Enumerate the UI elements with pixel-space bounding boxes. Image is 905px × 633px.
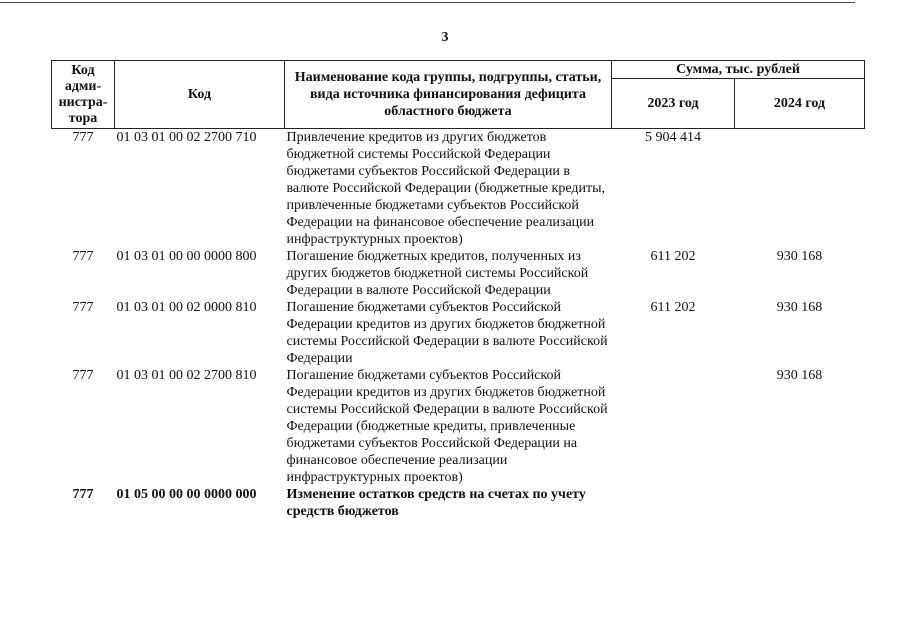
row-sum-2023: 611 202 — [650, 249, 696, 264]
header-year-2023: 2023 год — [612, 79, 735, 129]
table-row — [52, 299, 865, 367]
row-admin-code: 777 — [72, 130, 94, 145]
row-sum-2024: 930 168 — [776, 368, 823, 383]
page-number: 3 — [441, 30, 449, 45]
row-sum-2023 — [612, 486, 735, 520]
row-name: Привлечение кредитов из других бюджетов бюджетной системы Российской Федерации бюджетами субъектов Российской Федерации в валюте Российской Федерации (бюджетные кредиты, привлеченные бюджетами субъектов Российской Федерации на финансовое обеспечение реализации инфраструктурных проектов) — [286, 130, 606, 247]
row-code: 01 03 01 00 02 2700 710 — [116, 130, 257, 145]
row-code: 01 03 01 00 00 0000 800 — [116, 249, 257, 264]
row-sum-2024 — [735, 486, 865, 520]
row-sum-2024 — [735, 129, 865, 249]
row-sum-2023 — [612, 367, 735, 486]
row-name: Погашение бюджетами субъектов Российской Федерации кредитов из других бюджетов бюджетной системы Российской Федерации в валюте Российской Федерации — [286, 300, 608, 366]
header-code: Код — [115, 61, 285, 129]
row-sum-2023: 5 904 414 — [645, 130, 701, 145]
header-name: Наименование кода группы, подгруппы, статьи, вида источника финансирования дефицита областного бюджета — [285, 61, 612, 129]
header-year-2024: 2024 год — [735, 79, 865, 129]
row-admin-code: 777 — [72, 300, 94, 315]
table-row — [52, 129, 865, 249]
row-code: 01 05 00 00 00 0000 000 — [116, 487, 257, 502]
row-name: Погашение бюджетами субъектов Российской Федерации кредитов из других бюджетов бюджетной системы Российской Федерации в валюте Российской Федерации (бюджетные кредиты, привлеченные бюджетами субъектов Российской Федерации на финансовое обеспечение реализации инфраструктурных проектов) — [286, 368, 608, 485]
table-row — [52, 486, 865, 520]
row-name: Изменение остатков средств на счетах по учету средств бюджетов — [286, 487, 586, 519]
row-sum-2023: 611 202 — [650, 300, 696, 315]
row-admin-code: 777 — [72, 487, 94, 502]
budget-sources-table — [51, 60, 865, 520]
row-code: 01 03 01 00 02 0000 810 — [116, 300, 257, 315]
row-code: 01 03 01 00 02 2700 810 — [116, 368, 257, 383]
table-row — [52, 367, 865, 486]
row-sum-2024: 930 168 — [776, 300, 823, 315]
row-name: Погашение бюджетных кредитов, полученных из других бюджетов бюджетной системы Российской Федерации в валюте Российской Федерации — [286, 249, 589, 298]
row-sum-2024: 930 168 — [776, 249, 823, 264]
table-row — [52, 248, 865, 299]
row-admin-code: 777 — [72, 249, 94, 264]
row-admin-code: 777 — [72, 368, 94, 383]
header-admin-code: Код адми-нистра-тора — [52, 61, 115, 129]
top-rule — [0, 2, 855, 3]
header-sum: Сумма, тыс. рублей — [612, 61, 865, 79]
